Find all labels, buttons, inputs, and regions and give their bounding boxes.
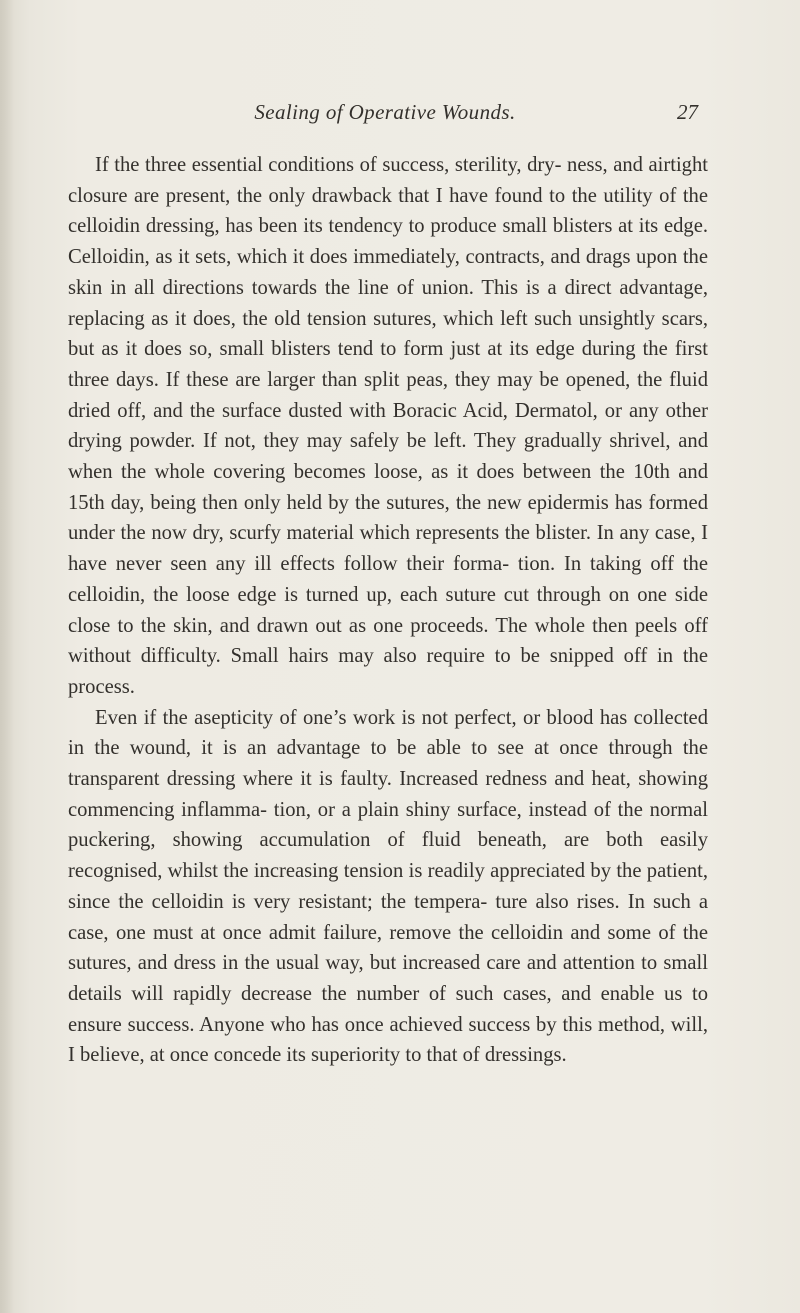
page-gutter-shadow bbox=[0, 0, 14, 1313]
paragraph-1: If the three essential conditions of success, sterility, dry- ness, and airtight closure are present, the only drawback that I have found to the utility of the celloidin dressing, has been its tendency to produce small blisters at its edge. Celloidin, as it sets, which it does immediately, contracts, and drags upon the skin in all directions towards the line of union. This is a direct advantage, replacing as it does, the old tension sutures, which left such unsightly scars, but as it does so, small blisters tend to form just at its edge during the first three days. If these are larger than split peas, they may be opened, the fluid dried off, and the surface dusted with Boracic Acid, Dermatol, or any other drying powder. If not, they may safely be left. They gradually shrivel, and when the whole covering becomes loose, as it does between the 10th and 15th day, being then only held by the sutures, the new epidermis has formed under the now dry, scurfy material which represents the blister. In any case, I have never seen any ill effects follow their forma- tion. In taking off the celloidin, the loose edge is turned up, each suture cut through on one side close to the skin, and drawn out as one proceeds. The whole then peels off without difficulty. Small hairs may also require to be snipped off in the process. bbox=[68, 154, 708, 698]
body-text bbox=[68, 150, 708, 1071]
running-title: Sealing of Operative Wounds. bbox=[254, 100, 516, 124]
running-head bbox=[70, 100, 700, 136]
page-number: 27 bbox=[677, 100, 698, 124]
paragraph-2: Even if the asepticity of one’s work is not perfect, or blood has collected in the wound, it is an advantage to be able to see at once through the transparent dressing where it is faulty. Increased redness and heat, showing commencing inflamma- tion, or a plain shiny surface, instead of the normal puckering, showing accumulation of fluid beneath, are both easily recognised, whilst the increasing tension is readily appreciated by the patient, since the celloidin is very resistant; the tempera- ture also rises. In such a case, one must at once admit failure, remove the celloidin and some of the sutures, and dress in the usual way, but increased care and attention to small details will rapidly decrease the number of such cases, and enable us to ensure success. Anyone who has once achieved success by this method, will, I believe, at once concede its superiority to that of dressings. bbox=[68, 706, 708, 1067]
